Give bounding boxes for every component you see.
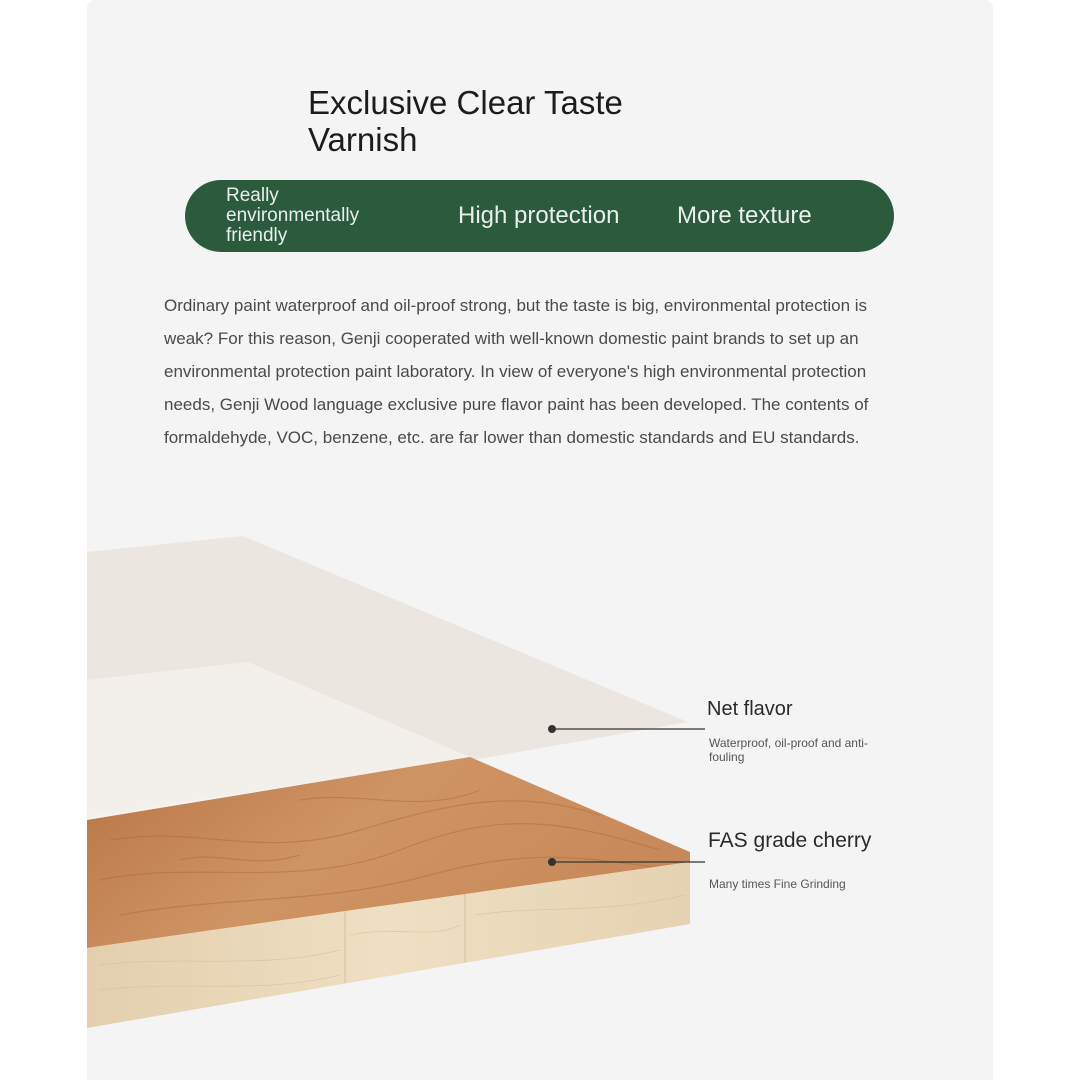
layer-subtitle-varnish: Waterproof, oil-proof and anti-fouling bbox=[709, 736, 868, 764]
layer-title-varnish: Net flavor bbox=[707, 698, 793, 720]
page-title: Exclusive Clear Taste Varnish bbox=[308, 84, 623, 158]
feature-protection-label: High protection bbox=[458, 202, 620, 229]
description-text: Ordinary paint waterproof and oil-proof strong, but the taste is big, environmental protection is weak? For this reason, Genji cooperated with well-known domestic paint brands to set up an environmental protection paint laboratory. In view of everyone's high environmental protection needs, Genji Wood language exclusive pure flavor paint has been developed. The contents of formaldehyde, VOC, benzene, etc. are far lower than domestic standards and EU standards. bbox=[164, 296, 869, 447]
layer-subtitle-wood: Many times Fine Grinding bbox=[709, 877, 846, 891]
feature-eco-label: Really environmentally friendly bbox=[226, 185, 360, 246]
callout-dot-wood bbox=[548, 858, 556, 866]
layer-title-wood: FAS grade cherry bbox=[708, 829, 872, 852]
feature-texture-label: More texture bbox=[677, 202, 812, 229]
callout-dot-varnish bbox=[548, 725, 556, 733]
